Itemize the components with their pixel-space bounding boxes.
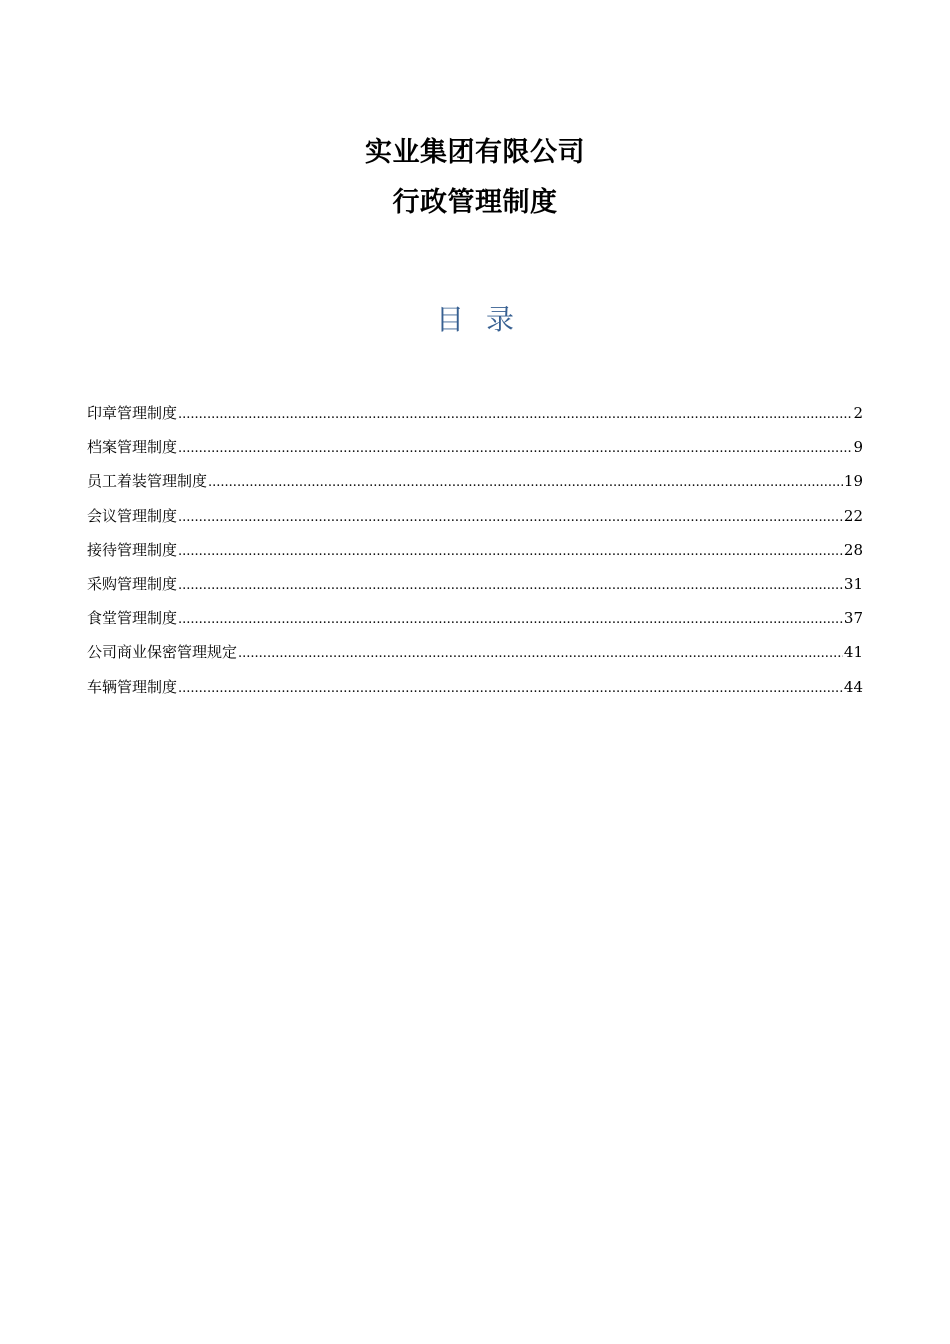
toc-leader-dots	[178, 436, 852, 462]
toc-leader-dots	[178, 402, 852, 428]
toc-entry[interactable]	[87, 434, 863, 468]
toc-entry-label: 印章管理制度	[87, 404, 178, 422]
toc-entry-page: 41	[843, 643, 863, 662]
toc-entry-page: 37	[843, 609, 863, 628]
toc-heading	[0, 298, 950, 342]
toc-entry-label: 采购管理制度	[87, 574, 178, 593]
toc-entry-page: 28	[843, 540, 863, 559]
toc-entry-page: 2	[853, 404, 863, 422]
toc-heading-char-2: 录	[486, 303, 515, 336]
company-name: 实业集团有限公司	[365, 137, 585, 168]
toc-entry-label: 会议管理制度	[87, 506, 178, 525]
toc-entry[interactable]	[87, 605, 863, 639]
toc-entry-page: 22	[843, 506, 863, 525]
toc-entry[interactable]	[87, 468, 863, 502]
toc-entry[interactable]	[87, 639, 863, 673]
toc-entry[interactable]	[87, 537, 863, 571]
toc-entry[interactable]	[87, 674, 863, 708]
toc-entry[interactable]	[87, 571, 863, 605]
table-of-contents	[87, 400, 863, 708]
toc-leader-dots	[178, 573, 843, 599]
toc-entry[interactable]	[87, 503, 863, 537]
toc-entry-page: 9	[853, 438, 863, 457]
toc-leader-dots	[238, 641, 843, 667]
toc-entry-label: 档案管理制度	[87, 438, 178, 457]
toc-entry-page: 19	[843, 472, 863, 491]
toc-leader-dots	[208, 470, 843, 496]
toc-entry-label: 食堂管理制度	[87, 609, 178, 628]
toc-leader-dots	[178, 676, 843, 702]
toc-entry-page: 31	[843, 574, 863, 593]
toc-entry-label: 公司商业保密管理规定	[87, 643, 238, 662]
toc-entry-label: 接待管理制度	[87, 540, 178, 559]
document-subtitle: 行政管理制度	[392, 187, 558, 218]
toc-entry[interactable]	[87, 400, 863, 434]
toc-leader-dots	[178, 505, 843, 531]
toc-leader-dots	[178, 539, 843, 565]
toc-entry-label: 车辆管理制度	[87, 677, 178, 696]
toc-leader-dots	[178, 607, 843, 633]
toc-entry-label: 员工着装管理制度	[87, 472, 208, 491]
document-title	[0, 128, 950, 228]
toc-entry-page: 44	[843, 677, 863, 696]
toc-heading-char-1: 目	[435, 303, 464, 336]
